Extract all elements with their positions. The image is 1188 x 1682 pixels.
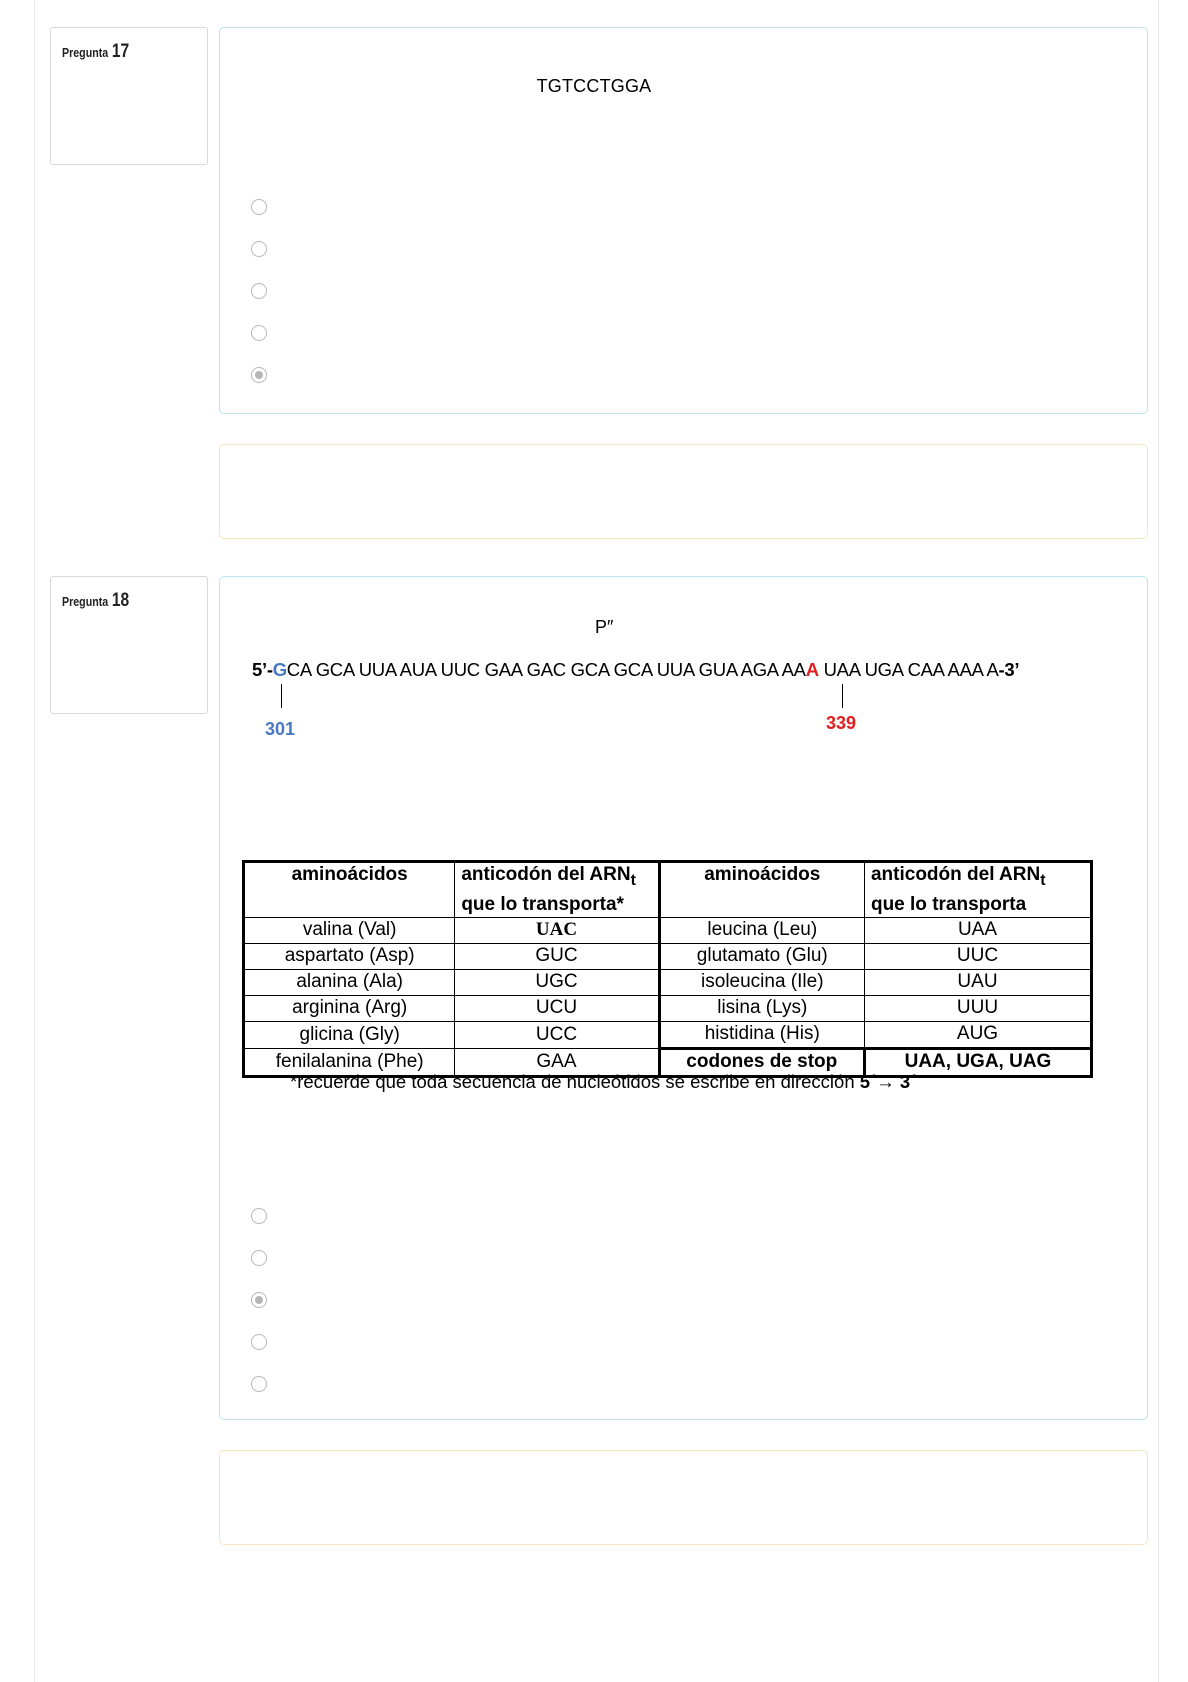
question-17-feedback: [219, 444, 1148, 539]
dna-sequence: TGTCCTGGA: [536, 76, 652, 96]
header-anticodon-2-line2: que lo transporta: [870, 893, 1027, 915]
answer-radio-q17-3[interactable]: [251, 283, 267, 299]
header-anticodon-2-line1: anticodón del ARN: [870, 864, 1041, 885]
table-row: [244, 917, 1092, 943]
answer-radio-q17-1[interactable]: [251, 199, 267, 215]
table-cell: fenilalanina (Phe): [244, 1048, 455, 1076]
mrna-sequence: [252, 659, 1019, 681]
stop-codons-label: codones de stop: [659, 1048, 864, 1076]
table-cell: glutamato (Glu): [659, 943, 864, 969]
five-prime-label: 5’-: [252, 659, 273, 680]
question-number: 18: [111, 590, 130, 611]
table-cell: UCU: [455, 995, 659, 1021]
table-cell: leucina (Leu): [659, 917, 864, 943]
header-anticodon-1: [455, 862, 659, 918]
table-cell: UAU: [864, 969, 1091, 995]
header-anticodon-1-line1: anticodón del ARN: [461, 864, 631, 885]
table-cell: histidina (His): [659, 1021, 864, 1048]
table-footnote: [290, 1071, 916, 1093]
table-cell: valina (Val): [244, 917, 455, 943]
question-word: Pregunta: [62, 45, 109, 60]
table-row: [244, 1021, 1092, 1048]
footnote-direction: 5´→ 3´: [859, 1071, 917, 1092]
table-cell: GUC: [455, 943, 659, 969]
table-cell: GAA: [455, 1048, 659, 1076]
position-tick-start: [281, 684, 282, 708]
table-cell: alanina (Ala): [244, 969, 455, 995]
table-cell: lisina (Lys): [659, 995, 864, 1021]
footnote-text: *recuerde que toda secuencia de nucleótidos se escribe en dirección: [290, 1071, 860, 1092]
table-row: [244, 943, 1092, 969]
answer-radio-q18-5[interactable]: [251, 1376, 267, 1392]
question-18-info: [50, 576, 208, 714]
table-cell: UAA: [864, 917, 1091, 943]
table-cell: UAC: [455, 917, 659, 943]
stop-codons-value: UAA, UGA, UAG: [864, 1048, 1091, 1076]
sequence-middle: CA GCA UUA AUA UUC GAA GAC GCA GCA UUA GUA AGA AA: [286, 659, 806, 680]
header-anticodon-1-sub: t: [630, 871, 636, 889]
table-row: [244, 969, 1092, 995]
answer-radio-q18-1[interactable]: [251, 1208, 267, 1224]
answer-radio-q18-4[interactable]: [251, 1334, 267, 1350]
answer-radio-q17-5[interactable]: [251, 367, 267, 383]
table-row: [244, 995, 1092, 1021]
table-cell: AUG: [864, 1021, 1091, 1048]
table-cell: UGC: [455, 969, 659, 995]
table-cell: UCC: [455, 1021, 659, 1048]
table-cell: arginina (Arg): [244, 995, 455, 1021]
table-cell: isoleucina (Ile): [659, 969, 864, 995]
header-aminoacids-1: aminoácidos: [244, 862, 455, 918]
question-number: 17: [111, 41, 130, 62]
sequence-tail: UAA UGA CAA AAA A: [818, 659, 999, 680]
header-anticodon-2: [864, 862, 1091, 918]
page-left-rule: [34, 0, 35, 1682]
answer-radio-q17-4[interactable]: [251, 325, 267, 341]
question-18-feedback: [219, 1450, 1148, 1545]
table-header-row: [244, 862, 1092, 918]
table-cell: UUU: [864, 995, 1091, 1021]
page-right-rule: [1158, 0, 1159, 1682]
header-anticodon-1-line2: que lo transporta*: [461, 893, 624, 915]
start-base: G: [272, 659, 287, 680]
answer-radio-q18-3[interactable]: [251, 1292, 267, 1308]
anticodon-table: [242, 860, 1093, 1078]
table-cell: glicina (Gly): [244, 1021, 455, 1048]
answer-radio-q17-2[interactable]: [251, 241, 267, 257]
position-tick-marked: [842, 684, 843, 708]
question-word: Pregunta: [62, 594, 109, 609]
question-17-label: [62, 41, 129, 63]
position-339-label: 339: [826, 713, 857, 733]
position-301-label: 301: [265, 719, 296, 739]
question-18-label: [62, 590, 129, 612]
header-anticodon-2-sub: t: [1040, 871, 1046, 889]
header-aminoacids-2: aminoácidos: [659, 862, 864, 918]
table-cell: aspartato (Asp): [244, 943, 455, 969]
three-prime-label: -3’: [998, 659, 1020, 680]
table-cell: UUC: [864, 943, 1091, 969]
answer-radio-q18-2[interactable]: [251, 1250, 267, 1266]
sequence-caption: P″: [595, 617, 614, 637]
marked-base: A: [805, 659, 819, 680]
